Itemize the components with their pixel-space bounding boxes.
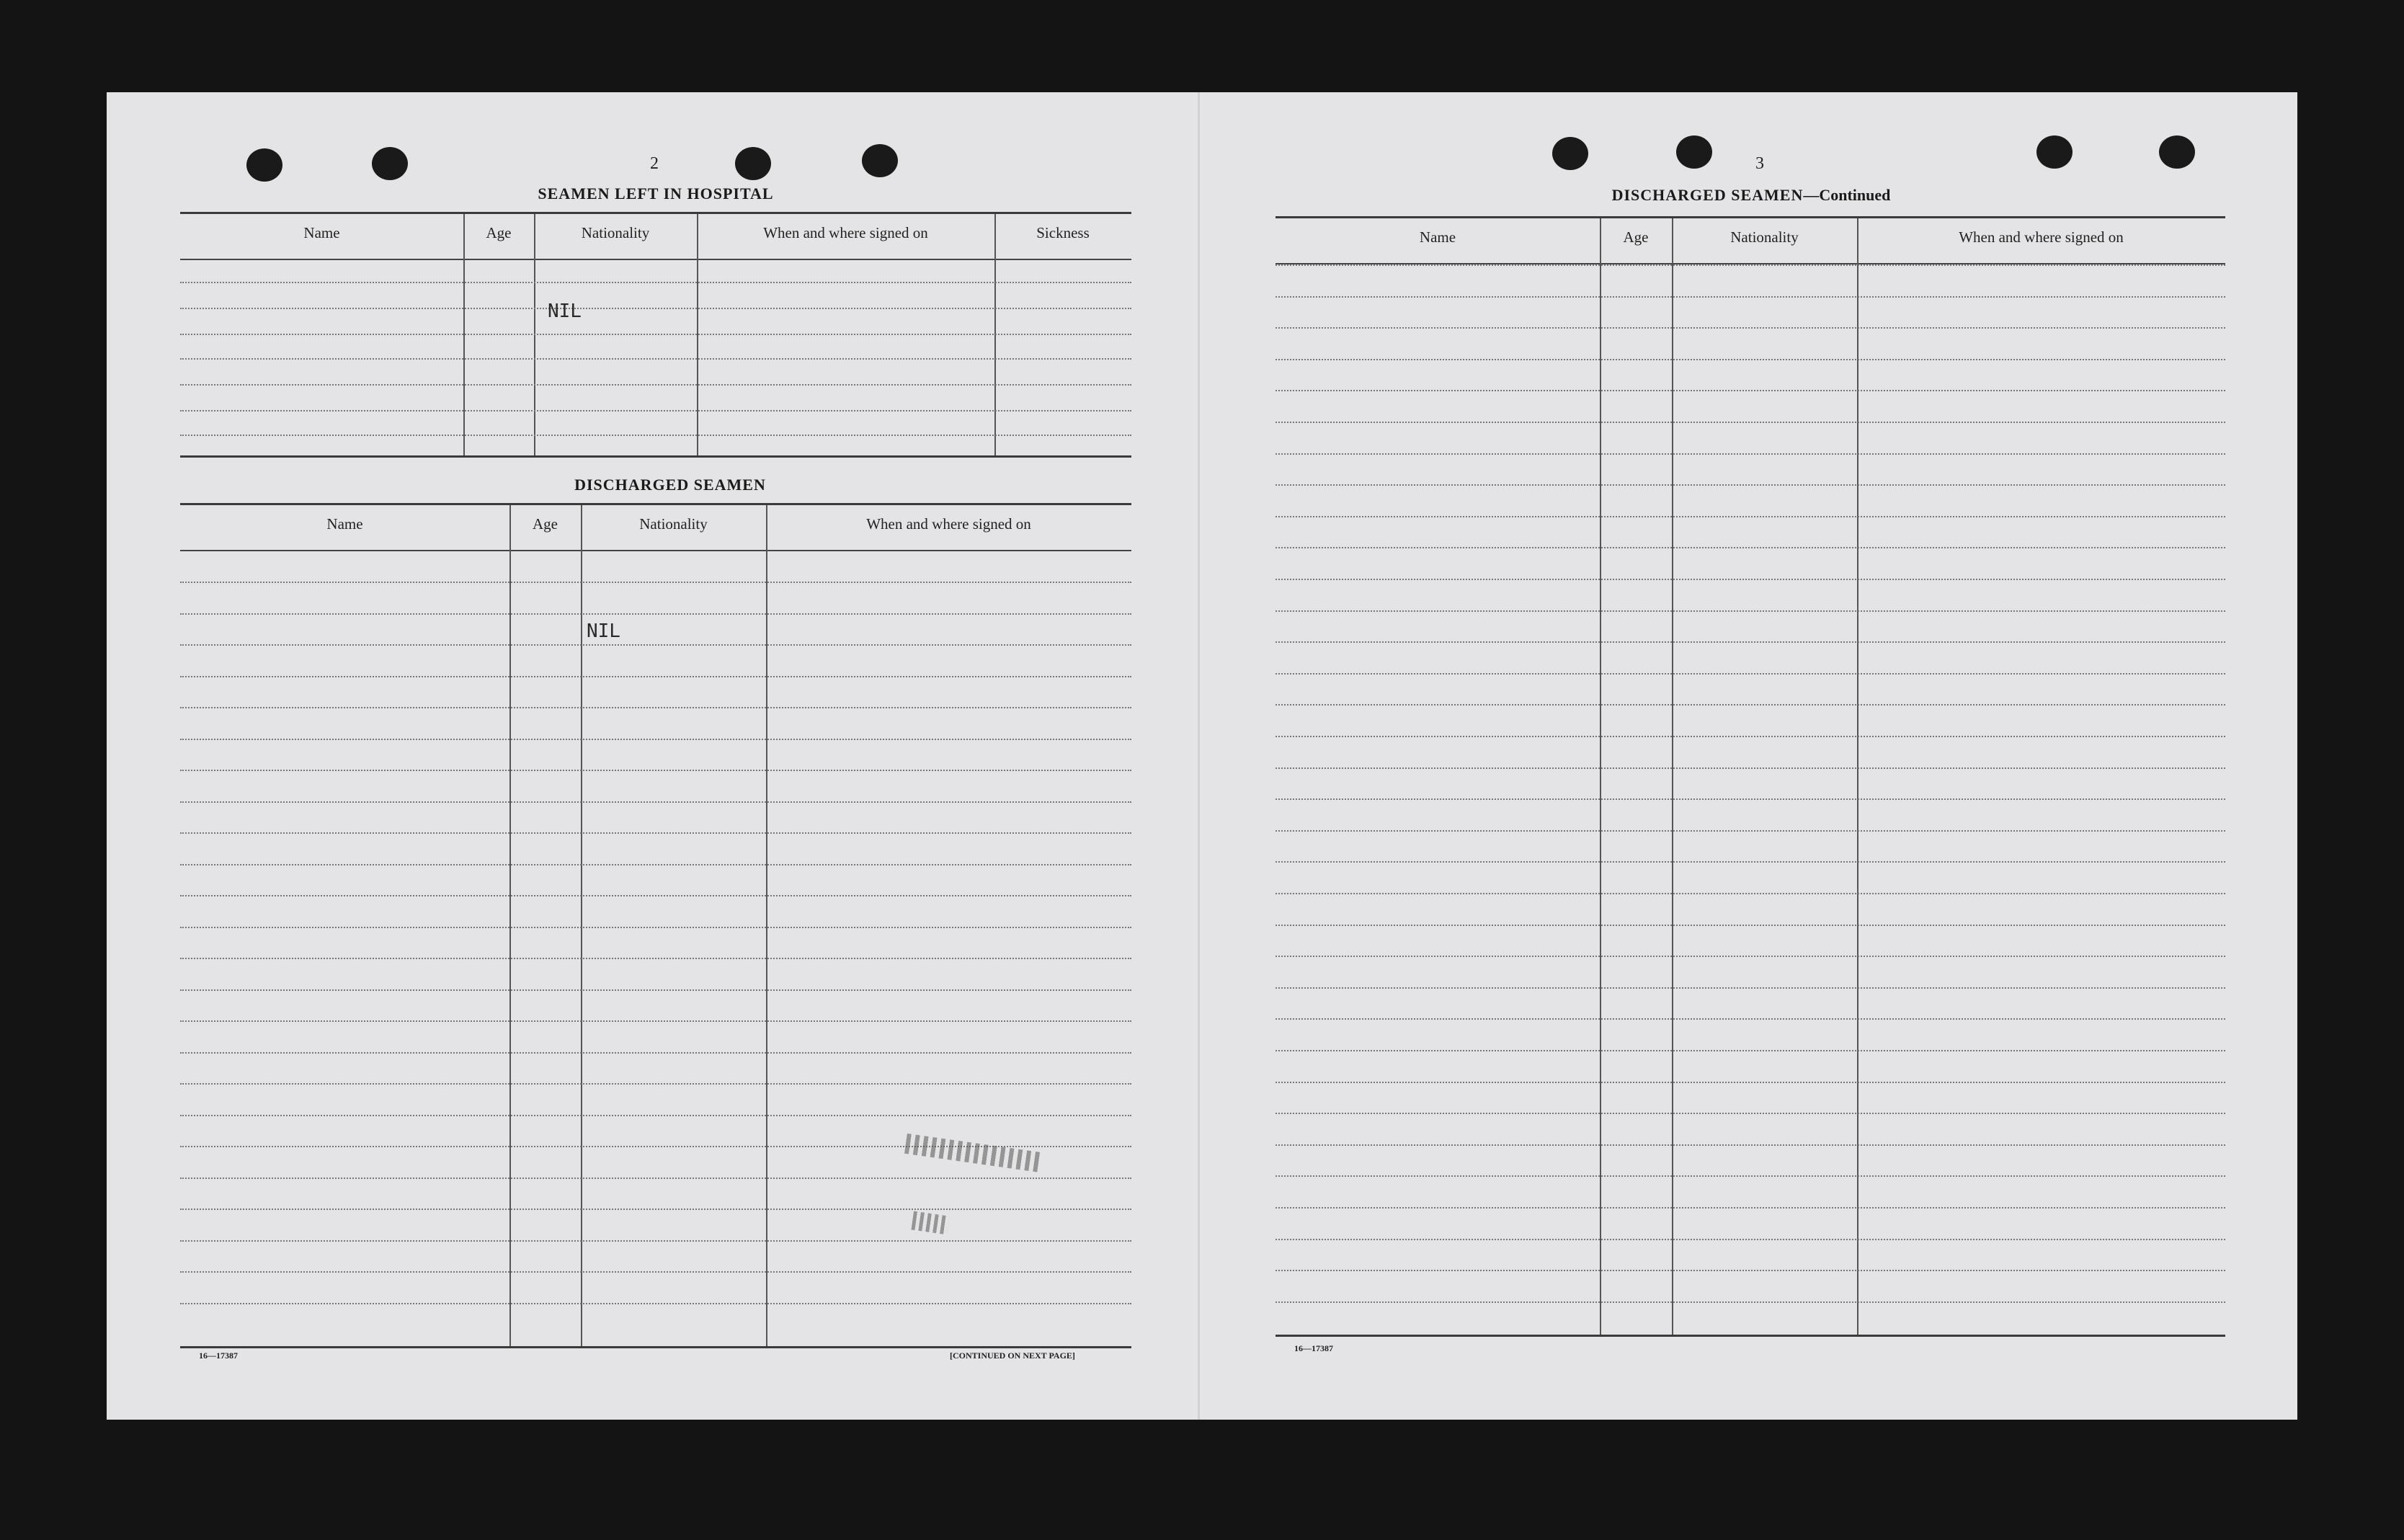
page-fold — [1198, 92, 1200, 1420]
discharged-nil-entry: NIL — [587, 620, 620, 642]
table-row — [180, 613, 1131, 615]
page-number: 3 — [1755, 154, 1764, 173]
table-row — [180, 958, 1131, 959]
hospital-section-title: SEAMEN LEFT IN HOSPITAL — [538, 184, 774, 202]
table-row — [180, 801, 1131, 803]
table-row — [1276, 579, 2225, 580]
punch-hole — [246, 148, 282, 182]
table-row — [1276, 422, 2225, 423]
table-row — [1276, 1175, 2225, 1177]
table-row — [180, 927, 1131, 928]
table-row — [180, 1209, 1131, 1210]
section-title-suffix: —Continued — [1803, 186, 1891, 204]
table-row — [180, 989, 1131, 991]
column-header-age: Age — [533, 515, 558, 533]
table-row — [180, 832, 1131, 834]
column-divider — [534, 214, 535, 458]
column-divider — [1857, 218, 1858, 1337]
table-row — [1276, 893, 2225, 894]
table-row — [1276, 1144, 2225, 1146]
table-row — [1276, 359, 2225, 360]
table-row — [1276, 610, 2225, 612]
punch-hole — [1676, 135, 1712, 169]
column-header-name: Name — [1419, 228, 1456, 246]
table-row — [1276, 1113, 2225, 1114]
table-row — [180, 282, 1131, 283]
punch-hole — [862, 144, 898, 177]
table-row — [180, 707, 1131, 708]
column-divider — [463, 214, 465, 458]
table-row — [180, 1115, 1131, 1116]
table-bottom-rule — [1276, 1335, 2225, 1337]
form-number: 16—17387 — [1294, 1343, 1333, 1353]
table-row — [180, 410, 1131, 411]
table-row — [180, 1020, 1131, 1022]
column-header-signed-on: When and where signed on — [763, 224, 928, 241]
table-row — [1276, 327, 2225, 329]
table-row — [180, 1083, 1131, 1085]
column-header-name: Name — [303, 224, 340, 241]
form-number: 16—17387 — [199, 1350, 238, 1361]
table-row — [180, 435, 1131, 436]
table-row — [1276, 704, 2225, 706]
table-row — [1276, 1050, 2225, 1051]
table-row — [1276, 925, 2225, 926]
table-row — [180, 676, 1131, 677]
table-row — [1276, 1207, 2225, 1209]
table-row — [1276, 547, 2225, 548]
table-row — [1276, 956, 2225, 957]
column-header-sickness: Sickness — [1036, 224, 1090, 241]
punch-hole — [2159, 135, 2195, 169]
punch-hole — [2036, 135, 2073, 169]
column-header-age: Age — [1623, 228, 1649, 246]
column-header-nationality: Nationality — [581, 224, 650, 241]
hospital-nil-entry: NIL — [548, 301, 582, 322]
table-row — [1276, 1018, 2225, 1020]
column-header-name: Name — [326, 515, 363, 533]
table-row — [1276, 1239, 2225, 1240]
table-row — [1276, 673, 2225, 675]
table-row — [180, 1052, 1131, 1054]
table-row — [1276, 798, 2225, 800]
table-row — [1276, 264, 2225, 266]
table-row — [1276, 390, 2225, 391]
table-row — [180, 770, 1131, 771]
table-row — [180, 739, 1131, 740]
table-row — [180, 1271, 1131, 1273]
table-row — [180, 384, 1131, 386]
column-header-age: Age — [486, 224, 512, 241]
table-row — [1276, 736, 2225, 737]
table-row — [180, 644, 1131, 646]
column-header-signed-on: When and where signed on — [866, 515, 1031, 533]
column-header-signed-on: When and where signed on — [1959, 228, 2124, 246]
column-header-nationality: Nationality — [1730, 228, 1799, 246]
continued-section-title — [1276, 186, 2227, 205]
table-row — [1276, 1301, 2225, 1303]
table-row — [1276, 453, 2225, 455]
table-row — [180, 895, 1131, 896]
hospital-table — [180, 212, 1131, 458]
table-row — [180, 308, 1131, 309]
table-row — [1276, 516, 2225, 517]
punch-hole — [735, 147, 771, 180]
table-row — [180, 334, 1131, 335]
table-row — [1276, 296, 2225, 298]
punch-hole — [1552, 137, 1588, 170]
table-row — [180, 1178, 1131, 1179]
column-divider — [1600, 218, 1601, 1337]
table-row — [1276, 861, 2225, 863]
discharged-section-title: DISCHARGED SEAMEN — [574, 476, 766, 494]
page-number: 2 — [650, 154, 659, 173]
table-row — [1276, 830, 2225, 832]
table-row — [180, 582, 1131, 583]
column-divider — [994, 214, 996, 458]
table-bottom-rule — [180, 455, 1131, 458]
table-row — [180, 358, 1131, 360]
column-divider — [697, 214, 698, 458]
punch-hole — [372, 147, 408, 180]
table-row — [180, 1303, 1131, 1304]
discharged-continued-table — [1276, 216, 2225, 1337]
table-row — [1276, 767, 2225, 769]
table-row — [1276, 484, 2225, 486]
table-row — [1276, 1270, 2225, 1271]
table-row — [180, 864, 1131, 865]
table-row — [180, 1240, 1131, 1242]
continued-note: [CONTINUED ON NEXT PAGE] — [950, 1350, 1075, 1361]
column-divider — [1672, 218, 1673, 1337]
table-row — [1276, 641, 2225, 643]
table-bottom-rule — [180, 1346, 1131, 1348]
section-title-text: DISCHARGED SEAMEN — [1611, 186, 1804, 204]
column-header-nationality: Nationality — [639, 515, 708, 533]
table-row — [1276, 1082, 2225, 1083]
table-row — [1276, 987, 2225, 989]
discharged-table — [180, 503, 1131, 1348]
